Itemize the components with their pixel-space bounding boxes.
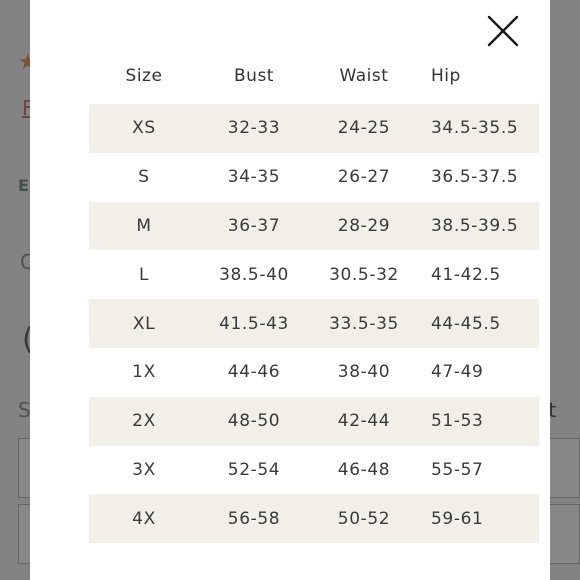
cell-waist: 26-27	[309, 153, 419, 202]
close-icon	[486, 14, 520, 48]
table-row	[89, 446, 539, 495]
cell-waist: 46-48	[309, 446, 419, 495]
cell-hip: 36.5-37.5	[419, 153, 539, 202]
cell-waist: 28-29	[309, 202, 419, 251]
cell-size: M	[89, 202, 199, 251]
table-row	[89, 250, 539, 299]
cell-size: 4X	[89, 494, 199, 543]
cell-waist: 38-40	[309, 348, 419, 397]
header-size: Size	[125, 66, 163, 86]
cell-bust: 34-35	[199, 153, 309, 202]
cell-bust: 52-54	[199, 446, 309, 495]
size-chart-modal	[30, 0, 550, 580]
cell-waist: 30.5-32	[309, 250, 419, 299]
cell-size: 2X	[89, 397, 199, 446]
cell-size: S	[89, 153, 199, 202]
cell-bust: 56-58	[199, 494, 309, 543]
cell-hip: 38.5-39.5	[419, 202, 539, 251]
cell-hip: 59-61	[419, 494, 539, 543]
size-chart-scroll-area[interactable]	[89, 48, 519, 543]
cell-size: 3X	[89, 446, 199, 495]
table-row	[89, 348, 539, 397]
close-button[interactable]	[486, 14, 520, 48]
cell-waist: 33.5-35	[309, 299, 419, 348]
table-row	[89, 494, 539, 543]
cell-hip: 41-42.5	[419, 250, 539, 299]
table-row	[89, 104, 539, 153]
cell-waist: 50-52	[309, 494, 419, 543]
cell-bust: 44-46	[199, 348, 309, 397]
cell-bust: 48-50	[199, 397, 309, 446]
table-row	[89, 299, 539, 348]
cell-size: XL	[89, 299, 199, 348]
size-chart-table	[89, 48, 539, 543]
header-bust: Bust	[234, 66, 274, 86]
cell-waist: 42-44	[309, 397, 419, 446]
cell-size: XS	[89, 104, 199, 153]
cell-bust: 38.5-40	[199, 250, 309, 299]
cell-waist: 24-25	[309, 104, 419, 153]
cell-size: L	[89, 250, 199, 299]
cell-hip: 55-57	[419, 446, 539, 495]
cell-hip: 47-49	[419, 348, 539, 397]
header-waist: Waist	[339, 66, 389, 86]
table-header-row	[89, 48, 539, 104]
cell-size: 1X	[89, 348, 199, 397]
cell-hip: 44-45.5	[419, 299, 539, 348]
cell-bust: 41.5-43	[199, 299, 309, 348]
table-row	[89, 397, 539, 446]
cell-hip: 34.5-35.5	[419, 104, 539, 153]
cell-bust: 36-37	[199, 202, 309, 251]
cell-hip: 51-53	[419, 397, 539, 446]
header-hip: Hip	[431, 66, 461, 86]
table-row	[89, 202, 539, 251]
table-row	[89, 153, 539, 202]
cell-bust: 32-33	[199, 104, 309, 153]
